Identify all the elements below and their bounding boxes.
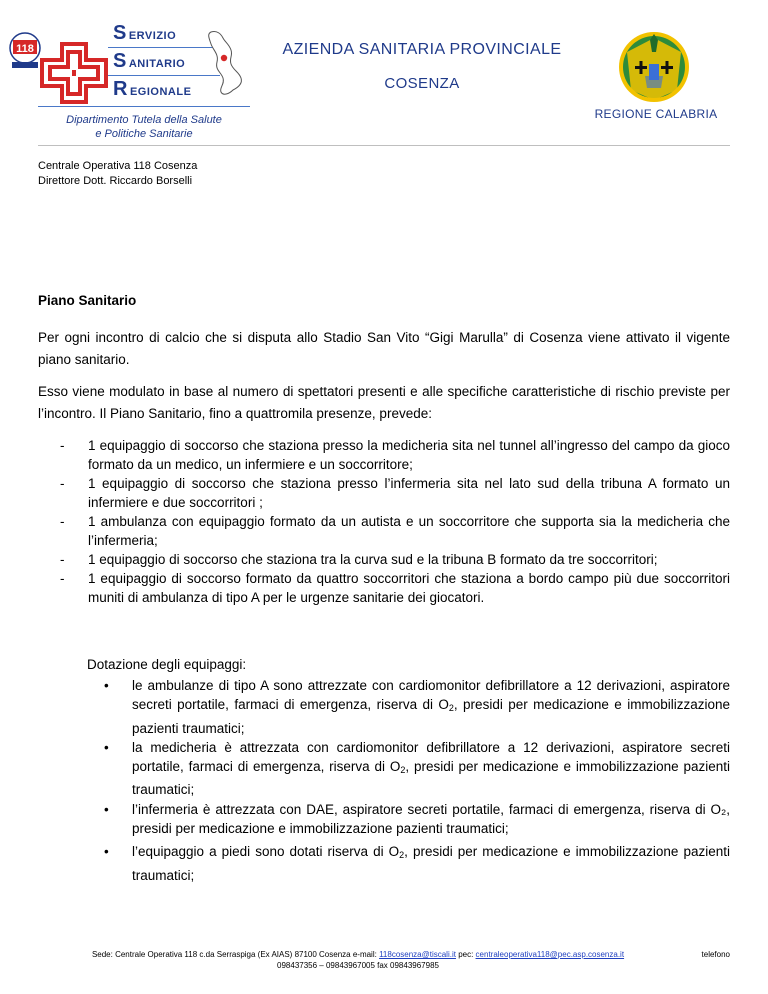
sender-office: Centrale Operativa 118 Cosenza — [38, 160, 198, 172]
logo-line-servizio: SERVIZIO — [113, 22, 177, 44]
document-title: Piano Sanitario — [38, 293, 137, 308]
ssr-cross-logo-icon — [38, 40, 110, 106]
list-item: • l’infermeria è attrezzata con DAE, aspiratore secreti portatile, farmaci di emergenza, riserva di O₂, presidi per medicazione e immobilizzazione pazienti traumatici; — [87, 800, 730, 843]
list-item: • la medicheria è attrezzata con cardiomonitor defibrillatore a 12 derivazioni, aspiratore secreti portatile, farmaci di emergenza, riserva di $O_2$, presidi per medicazione e immobilizzazione pazienti traumatici; — [87, 738, 730, 800]
list-item: - 1 equipaggio di soccorso che staziona tra la curva sud e la tribuna B formato da tre soccorritori; — [38, 550, 730, 569]
list-item: • l’equipaggio a piedi sono dotati riserva di $O_2$, presidi per medicazione e immobilizzazione pazienti traumatici; — [87, 842, 730, 885]
header-rule — [38, 106, 250, 107]
footer-phone-label: telefono — [701, 950, 730, 959]
email-link[interactable]: 118cosenza@tiscali.it — [379, 950, 456, 959]
footer-address: Sede: Centrale Operativa 118 c.da Serraspiga (Ex AIAS) 87100 Cosenza e-mail: 118cosenza@tiscali.it pec: centraleoperativa118@pec.asp.cosenza.it — [91, 950, 625, 959]
list-item: • le ambulanze di tipo A sono attrezzate con cardiomonitor defibrillatore a 12 derivazioni, aspiratore secreti portatile, farmaci di emergenza, riserva di $O_2$, presidi per medicazione e immobilizzazione pazienti traumatici; — [87, 676, 730, 738]
department-name: Dipartimento Tutela della Salute e Politiche Sanitarie — [66, 114, 222, 140]
agency-name: AZIENDA SANITARIA PROVINCIALE — [282, 41, 562, 58]
crew-list — [38, 436, 730, 607]
list-item: - 1 equipaggio di soccorso formato da quattro soccorritori che staziona a bordo campo più due soccorritori muniti di ambulanza di tipo A per le urgenze sanitarie dei giocatori. — [38, 569, 730, 607]
calabria-map-icon — [205, 28, 247, 98]
plan-paragraph: Esso viene modulato in base al numero di spettatori presenti e alle specifiche caratteristiche di rischio previste per l’incontro. Il Piano Sanitario, fino a quattromila presenze, prevede: — [38, 384, 730, 421]
equipment-list — [87, 676, 730, 885]
logo-divider — [108, 47, 220, 48]
region-name: REGIONE CALABRIA — [594, 107, 718, 121]
logo-divider — [108, 75, 220, 76]
list-item: - 1 equipaggio di soccorso che staziona presso l’infermeria sita nel lato sud della tribuna A formato un infermiere e due soccorritori ; — [38, 474, 730, 512]
footer-phones: 098437356 – 09843967005 fax 09843967985 — [277, 961, 439, 970]
logo-line-regionale: REGIONALE — [113, 78, 192, 100]
sender-director: Direttore Dott. Riccardo Borselli — [38, 175, 193, 187]
agency-city: COSENZA — [384, 75, 460, 92]
intro-paragraph: Per ogni incontro di calcio che si disputa allo Stadio San Vito “Gigi Marulla” di Cosenza viene attivato il vigente piano sanitario. — [38, 330, 730, 367]
list-item: - 1 ambulanza con equipaggio formato da un autista e un soccorritore che supporta sia la medicheria che l’infermeria; — [38, 512, 730, 550]
header-separator — [38, 145, 730, 146]
regione-calabria-crest-icon — [617, 30, 691, 104]
pec-link[interactable]: centraleoperativa118@pec.asp.cosenza.it — [475, 950, 625, 959]
letterhead — [0, 0, 768, 150]
list-item: - 1 equipaggio di soccorso che staziona presso la medicheria sita nel tunnel all’ingresso del campo da gioco formato da un medico, un infermiere e un soccorritore; — [38, 436, 730, 474]
118-badge-icon — [8, 26, 42, 78]
sender-block — [38, 159, 197, 189]
equipment-heading: Dotazione degli equipaggi: — [87, 657, 247, 672]
badge-text: 118 — [16, 43, 34, 55]
logo-line-sanitario: SANITARIO — [113, 50, 186, 72]
